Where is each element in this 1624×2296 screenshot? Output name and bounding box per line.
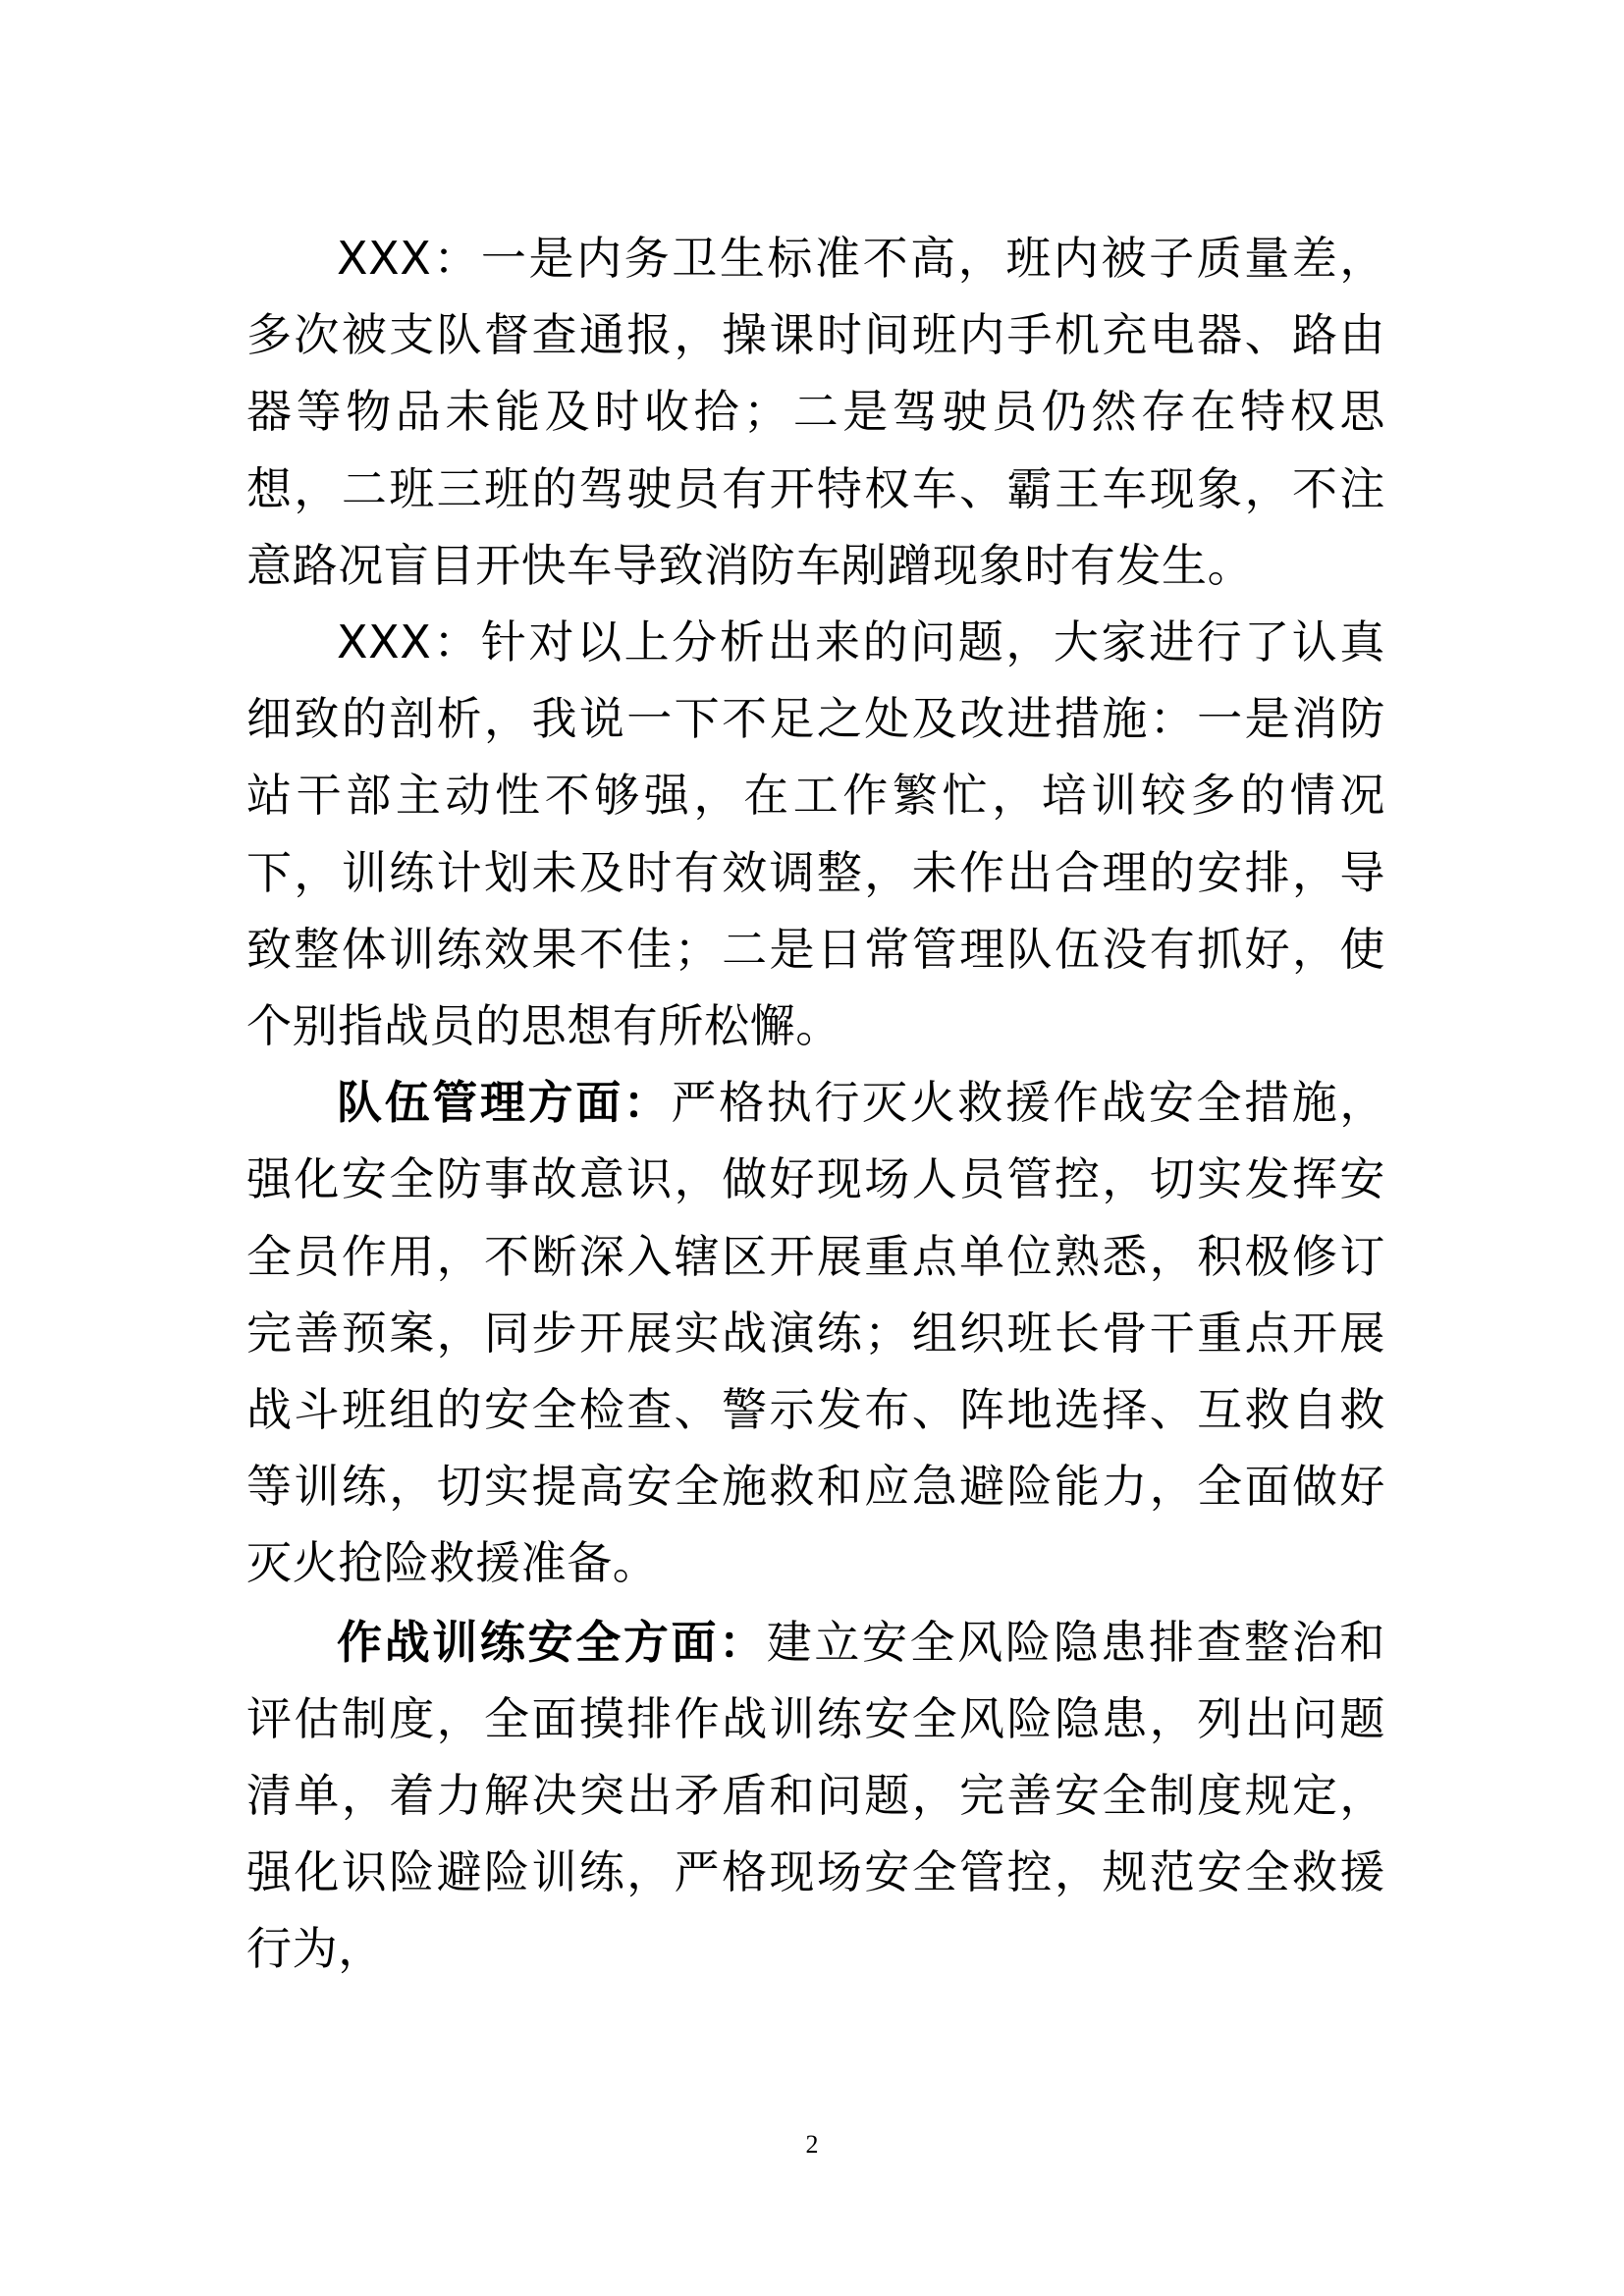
page-number: 2 — [805, 2130, 819, 2159]
paragraph-2 — [246, 604, 1385, 1064]
paragraph-1-text: XXX：一是内务卫生标准不高，班内被子质量差，多次被支队督查通报，操课时间班内手机充电器、路由器等物品未能及时收拾；二是驾驶员仍然存在特权思想，二班三班的驾驶员有开特权车、霸王车现象，不注意路况盲目开快车导致消防车剐蹭现象时有发生。 — [246, 232, 1385, 592]
paragraph-training-safety — [246, 1604, 1385, 1988]
paragraph-1 — [246, 220, 1385, 604]
team-management-heading: 队伍管理方面： — [337, 1076, 672, 1130]
document-body — [246, 220, 1385, 1988]
team-management-text: 严格执行灭火救援作战安全措施，强化安全防事故意识，做好现场人员管控，切实发挥安全员作用，不断深入辖区开展重点单位熟悉，积极修订完善预案，同步开展实战演练；组织班长骨干重点开展战斗班组的安全检查、警示发布、阵地选择、互救自救等训练，切实提高安全施救和应急避险能力，全面做好灭火抢险救援准备。 — [246, 1076, 1385, 1590]
training-safety-heading: 作战训练安全方面： — [337, 1615, 767, 1669]
training-safety-text: 建立安全风险隐患排查整治和评估制度，全面摸排作战训练安全风险隐患，列出问题清单，着力解决突出矛盾和问题，完善安全制度规定，强化识险避险训练，严格现场安全管控，规范安全救援行为， — [246, 1615, 1385, 1976]
paragraph-2-text: XXX：针对以上分析出来的问题，大家进行了认真细致的剖析，我说一下不足之处及改进措施：一是消防站干部主动性不够强，在工作繁忙，培训较多的情况下，训练计划未及时有效调整，未作出合理的安排，导致整体训练效果不佳；二是日常管理队伍没有抓好，使个别指战员的思想有所松懈。 — [246, 615, 1385, 1053]
paragraph-team-management — [246, 1064, 1385, 1601]
